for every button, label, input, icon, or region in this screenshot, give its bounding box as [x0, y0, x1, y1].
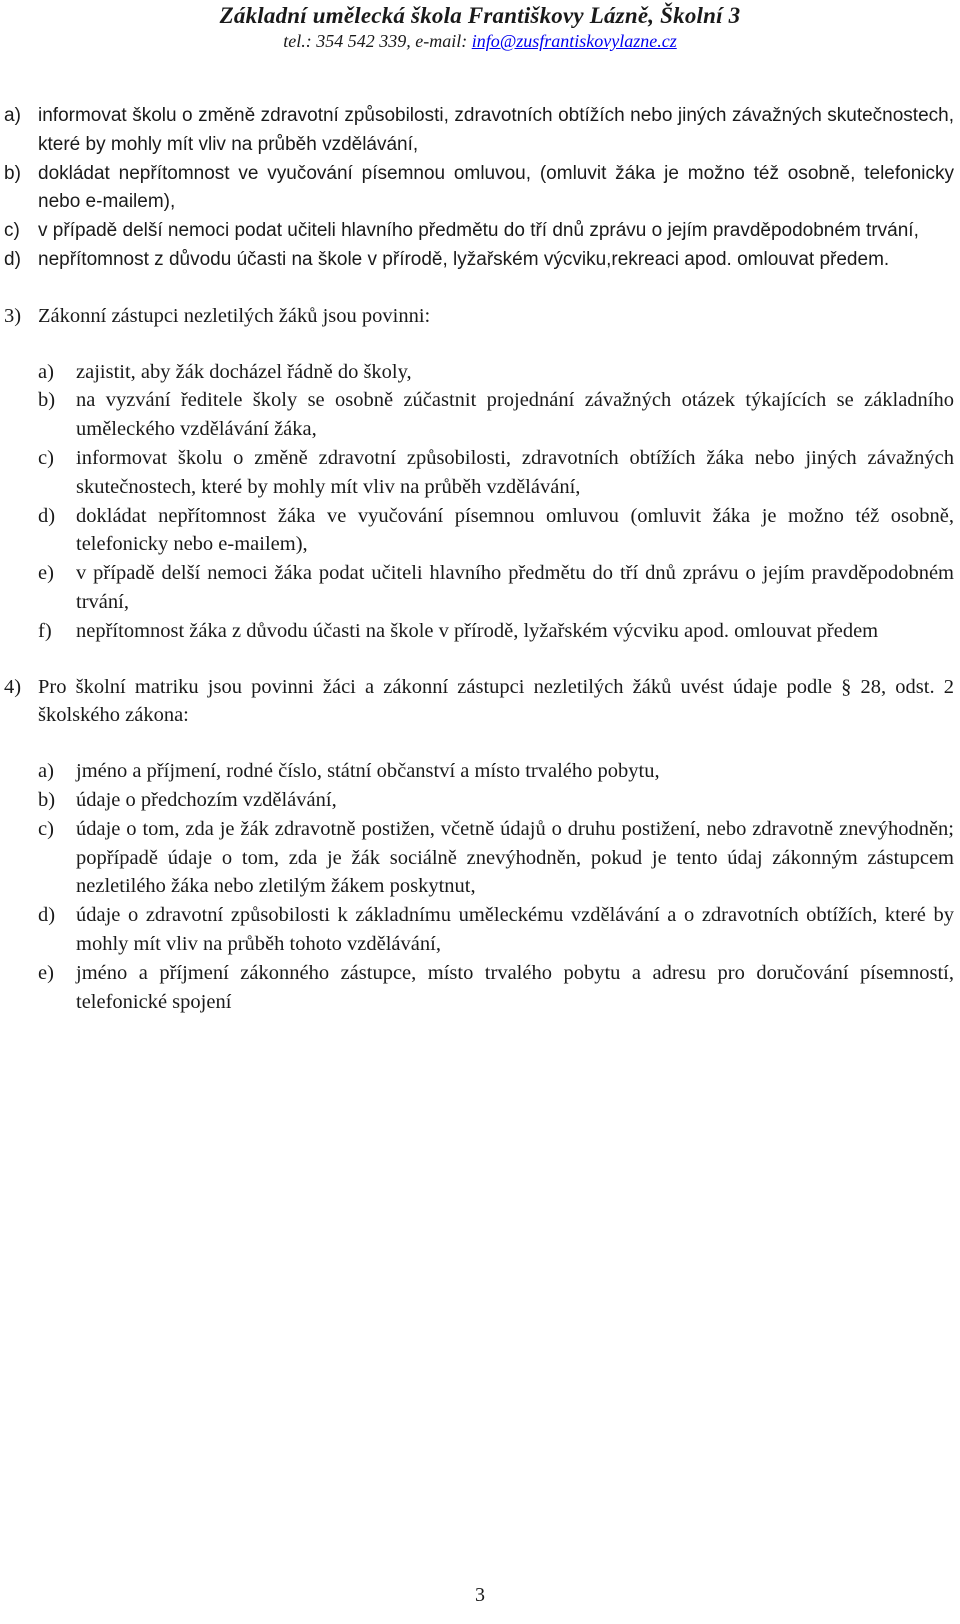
contact-phone: tel.: 354 542 339, e-mail: [283, 31, 472, 51]
list-item [4, 358, 954, 387]
list-item-text: nepřítomnost z důvodu účasti na škole v přírodě, lyžařském výcviku,rekreaci apod. omlouvat předem. [38, 248, 890, 270]
list-item [4, 444, 954, 502]
list-item-text: v případě delší nemoci žáka podat učiteli hlavního předmětu do tří dnů zprávu o jejím pravděpodobném trvání, [76, 562, 954, 613]
list-item-text: dokládat nepřítomnost žáka ve vyučování písemnou omluvou (omluvit žáka je možno též osobně, telefonicky nebo e-mailem), [76, 504, 954, 556]
list-item-text: dokládat nepřítomnost ve vyučování písemnou omluvou, (omluvit žáka je možno též osobně, telefonicky nebo e-mailem), [38, 162, 954, 213]
list-item-text: jméno a příjmení zákonného zástupce, místo trvalého pobytu a adresu pro doručování písemností, telefonické spojení [76, 961, 954, 1013]
list-marker: e) [38, 562, 54, 585]
section-3-heading [4, 302, 954, 331]
list-item [4, 786, 954, 815]
list-marker: a) [38, 760, 54, 783]
list-marker: a) [38, 360, 54, 383]
list-item [4, 757, 954, 786]
list-item [4, 246, 954, 275]
document-body [4, 102, 954, 1016]
list-item-text: nepřítomnost žáka z důvodu účasti na škole v přírodě, lyžařském výcviku apod. omlouvat předem [76, 619, 879, 642]
list-marker: d) [38, 904, 56, 927]
list-item [4, 386, 954, 444]
list-marker: c) [4, 220, 20, 242]
page-number: 3 [475, 1584, 485, 1606]
list-item [4, 217, 954, 246]
list-item [4, 617, 954, 646]
list-item [4, 959, 954, 1017]
list-marker: c) [38, 817, 54, 840]
list-item [4, 901, 954, 959]
section-4-heading [4, 673, 954, 731]
list-marker: b) [4, 162, 21, 184]
list-item-text: údaje o předchozím vzdělávání, [76, 788, 337, 811]
email-link[interactable]: info@zusfrantiskovylazne.cz [471, 31, 677, 51]
list-item [4, 102, 954, 160]
list-item-text: jméno a příjmení, rodné číslo, státní občanství a místo trvalého pobytu, [76, 760, 660, 783]
list-marker: c) [38, 446, 54, 469]
list-marker: f) [38, 619, 52, 642]
list-item-text: zajistit, aby žák docházel řádně do školy, [76, 360, 412, 383]
list-marker: d) [38, 504, 56, 527]
list-marker: a) [4, 105, 21, 126]
school-register-list [4, 757, 954, 1016]
list-item-text: údaje o tom, zda je žák zdravotně postižen, včetně údajů o druhu postižení, nebo zdravotně znevýhodněn; popřípadě údaje o tom, zda je žák sociálně znevýhodněn, pokud je tento údaj zákonným zástupcem nezletilého žáka nebo zletilým žákem poskytnut, [76, 817, 954, 898]
list-item [4, 160, 954, 218]
list-item [4, 502, 954, 560]
list-item [4, 815, 954, 901]
list-item-text: na vyzvání ředitele školy se osobně zúčastnit projednání závažných otázek týkajících se základního uměleckého vzdělávání žáka, [76, 389, 954, 441]
list-item-text: informovat školu o změně zdravotní způsobilosti, zdravotních obtížích žáka nebo jiných závažných skutečnostech, které by mohly mít vliv na průběh vzdělávání, [76, 446, 954, 498]
guardian-duties-list [4, 358, 954, 646]
list-marker: b) [38, 788, 56, 811]
section-marker: 4) [4, 675, 22, 698]
section-heading-text: Zákonní zástupci nezletilých žáků jsou povinni: [38, 304, 431, 327]
list-marker: b) [38, 389, 56, 412]
section-heading-text: Pro školní matriku jsou povinni žáci a zákonní zástupci nezletilých žáků uvést údaje podle § 28, odst. 2 školského zákona: [38, 675, 954, 727]
list-marker: d) [4, 248, 21, 270]
list-item-text: údaje o zdravotní způsobilosti k základnímu uměleckému vzdělávání a o zdravotních obtížích, které by mohly mít vliv na průběh tohoto vzdělávání, [76, 904, 954, 955]
list-item-text: informovat školu o změně zdravotní způsobilosti, zdravotních obtížích nebo jiných závažných skutečnostech, které by mohly mít vliv na průběh vzdělávání, [38, 105, 954, 155]
student-duties-list [4, 102, 954, 275]
contact-line [0, 30, 960, 52]
list-item [4, 559, 954, 617]
page-header [0, 2, 960, 52]
section-marker: 3) [4, 304, 22, 327]
school-title: Základní umělecká škola Františkovy Lázně, Školní 3 [219, 3, 741, 28]
list-item-text: v případě delší nemoci podat učiteli hlavního předmětu do tří dnů zprávu o jejím pravděpodobném trvání, [38, 220, 919, 242]
list-marker: e) [38, 961, 54, 984]
